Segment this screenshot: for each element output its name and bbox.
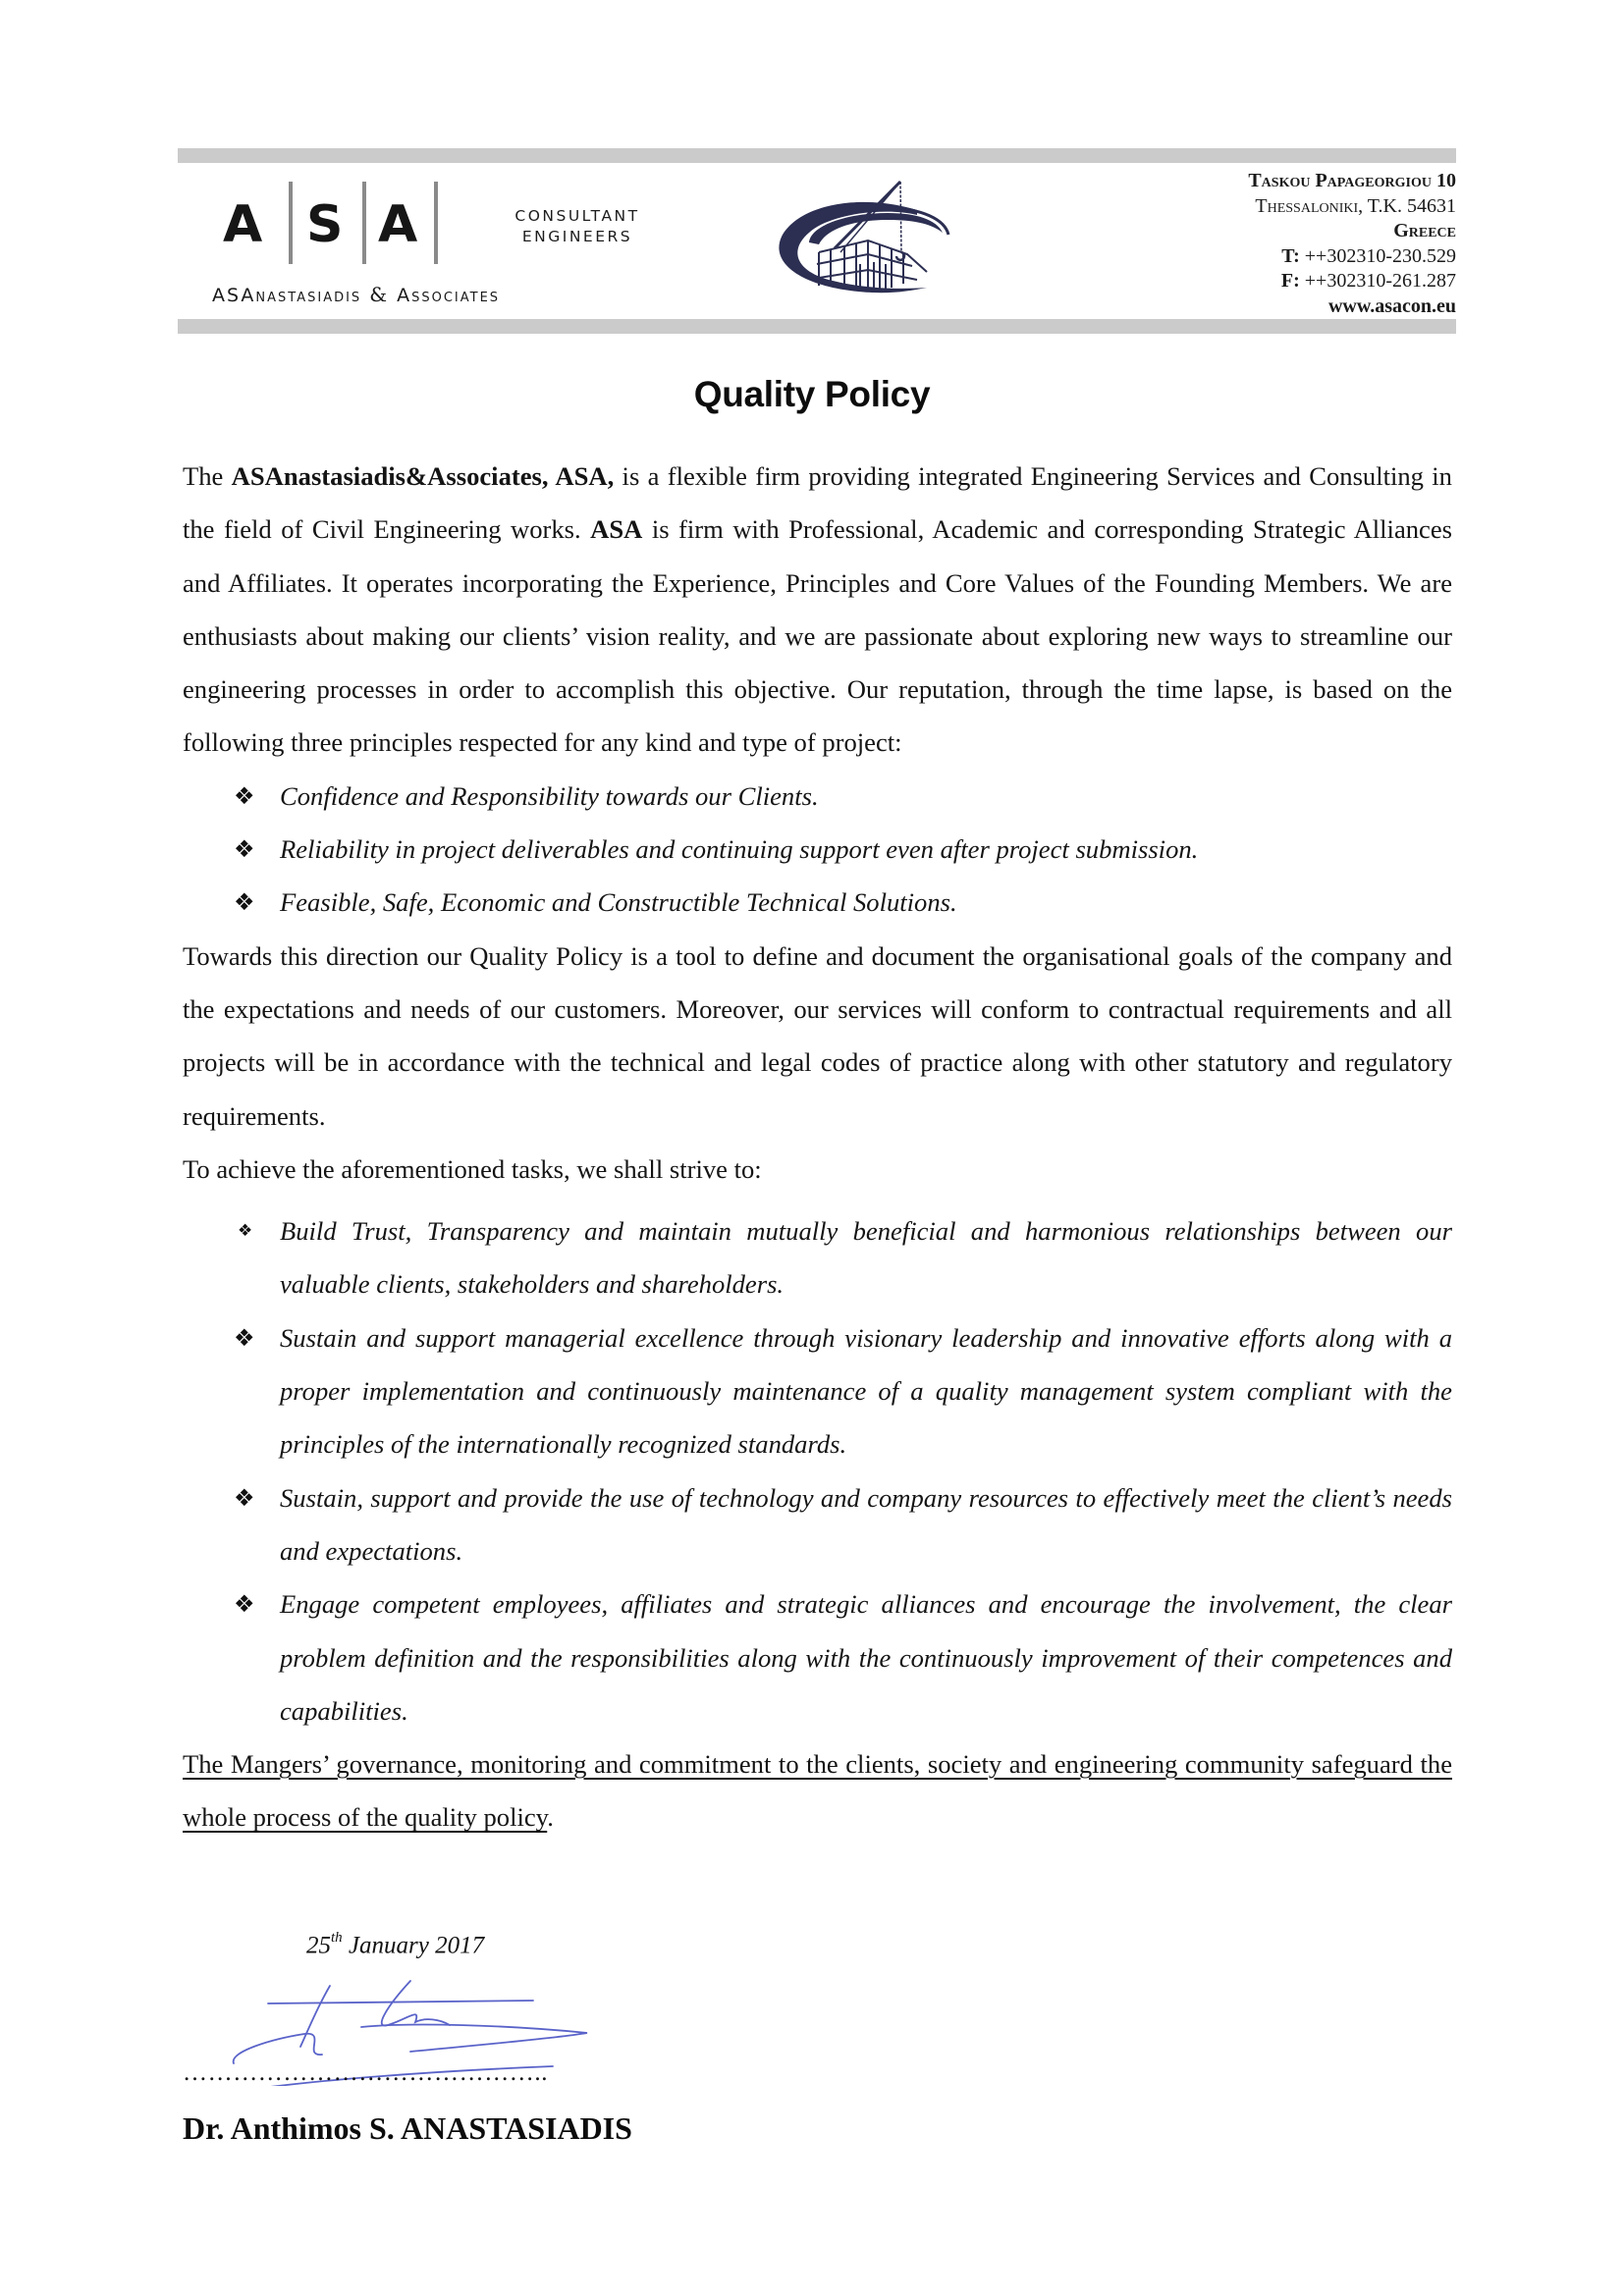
- company-address: [1044, 169, 1456, 319]
- signature-dotted-line: ……………………………………..: [183, 2059, 549, 2086]
- diamond-bullet-icon: ❖: [234, 1483, 255, 1512]
- tagline-consultant: CONSULTANT: [514, 207, 640, 225]
- diamond-bullet-icon: ❖: [234, 781, 255, 810]
- letterhead-top-bar: [178, 148, 1456, 163]
- signature-date: 25th January 2017: [306, 1930, 485, 1959]
- logo-separator: [434, 182, 438, 264]
- crane-building-emblem-icon: [770, 176, 976, 308]
- diamond-bullet-icon: ❖: [234, 1323, 255, 1352]
- address-phone: T: ++302310-230.529: [1281, 244, 1456, 267]
- list-item: ❖ Engage competent employees, affiliates and strategic alliances and encourage the involvement, the clear problem definition and the responsibilities along with the continuously improvement of their competences and capabilities.: [183, 1577, 1452, 1737]
- address-street: Taskou Papageorgiou 10: [1248, 170, 1456, 191]
- list-item: ❖ Confidence and Responsibility towards our Clients.: [183, 770, 1452, 823]
- diamond-bullet-icon: ❖: [234, 835, 255, 864]
- list-item: ❖ Build Trust, Transparency and maintain mutually beneficial and harmonious relationships between our valuable clients, stakeholders and shareholders.: [183, 1204, 1452, 1311]
- page-title: Quality Policy: [693, 374, 931, 414]
- goals-list: [183, 1204, 1452, 1737]
- company-name: ASAnastasiadis & Associates: [212, 283, 501, 306]
- signer-name: Dr. Anthimos S. ANASTASIADIS: [183, 2110, 632, 2146]
- tagline-engineers: ENGINEERS: [521, 228, 633, 245]
- list-item: ❖ Feasible, Safe, Economic and Constructible Technical Solutions.: [183, 876, 1452, 929]
- logo-letter-s: S: [306, 195, 344, 254]
- address-country: Greece: [1393, 220, 1456, 241]
- diamond-bullet-icon: ❖: [234, 1590, 255, 1619]
- closing-statement: The Mangers’ governance, monitoring and commitment to the clients, society and engineering community safeguard the whole process of the quality policy.: [183, 1749, 1452, 1833]
- logo-separator: [362, 182, 366, 264]
- diamond-bullet-icon: ❖: [238, 1221, 253, 1242]
- intro-paragraph: The ASAnastasiadis&Associates, ASA, is a flexible firm providing integrated Engineering Services and Consulting in the field of Civil Engineering works. ASA is firm with Professional, Academic and corresponding Strategic Alliances and Affiliates. It operates incorporating the Experience, Principles and Core Values of the Founding Members. We are enthusiasts about making our clients’ vision reality, and we are passionate about exploring new ways to streamline our engineering processes in order to accomplish this objective. Our reputation, through the time lapse, is based on the following three principles respected for any kind and type of project:: [183, 461, 1452, 758]
- logo-letter-a1: A: [223, 195, 263, 254]
- document-body: [183, 450, 1452, 1844]
- strive-intro: To achieve the aforementioned tasks, we shall strive to:: [183, 1153, 762, 1184]
- logo-separator: [289, 182, 293, 264]
- principles-list: [183, 770, 1452, 930]
- address-city: Thessaloniki, T.K. 54631: [1255, 194, 1456, 217]
- list-item: ❖ Reliability in project deliverables and continuing support even after project submission.: [183, 823, 1452, 876]
- logo-letter-a2: A: [378, 195, 418, 254]
- address-fax: F: ++302310-261.287: [1280, 270, 1456, 292]
- list-item: ❖ Sustain, support and provide the use of technology and company resources to effectively meet the client’s needs and expectations.: [183, 1471, 1452, 1578]
- letterhead-bottom-bar: [178, 319, 1456, 334]
- asa-logo: [221, 182, 476, 270]
- list-item: ❖ Sustain and support managerial excellence through visionary leadership and innovative efforts along with a proper implementation and continuously maintenance of a quality management system compliant with the principles of the internationally recognized standards.: [183, 1311, 1452, 1471]
- letterhead: [178, 148, 1456, 335]
- logo-tagline: [494, 206, 661, 247]
- diamond-bullet-icon: ❖: [234, 888, 255, 917]
- company-website[interactable]: www.asacon.eu: [1327, 294, 1456, 317]
- direction-paragraph: Towards this direction our Quality Policy is a tool to define and document the organisational goals of the company and the expectations and needs of our customers. Moreover, our services will conform to contractual requirements and all projects will be in accordance with the technical and legal codes of practice along with other statutory and regulatory requirements.: [183, 940, 1452, 1131]
